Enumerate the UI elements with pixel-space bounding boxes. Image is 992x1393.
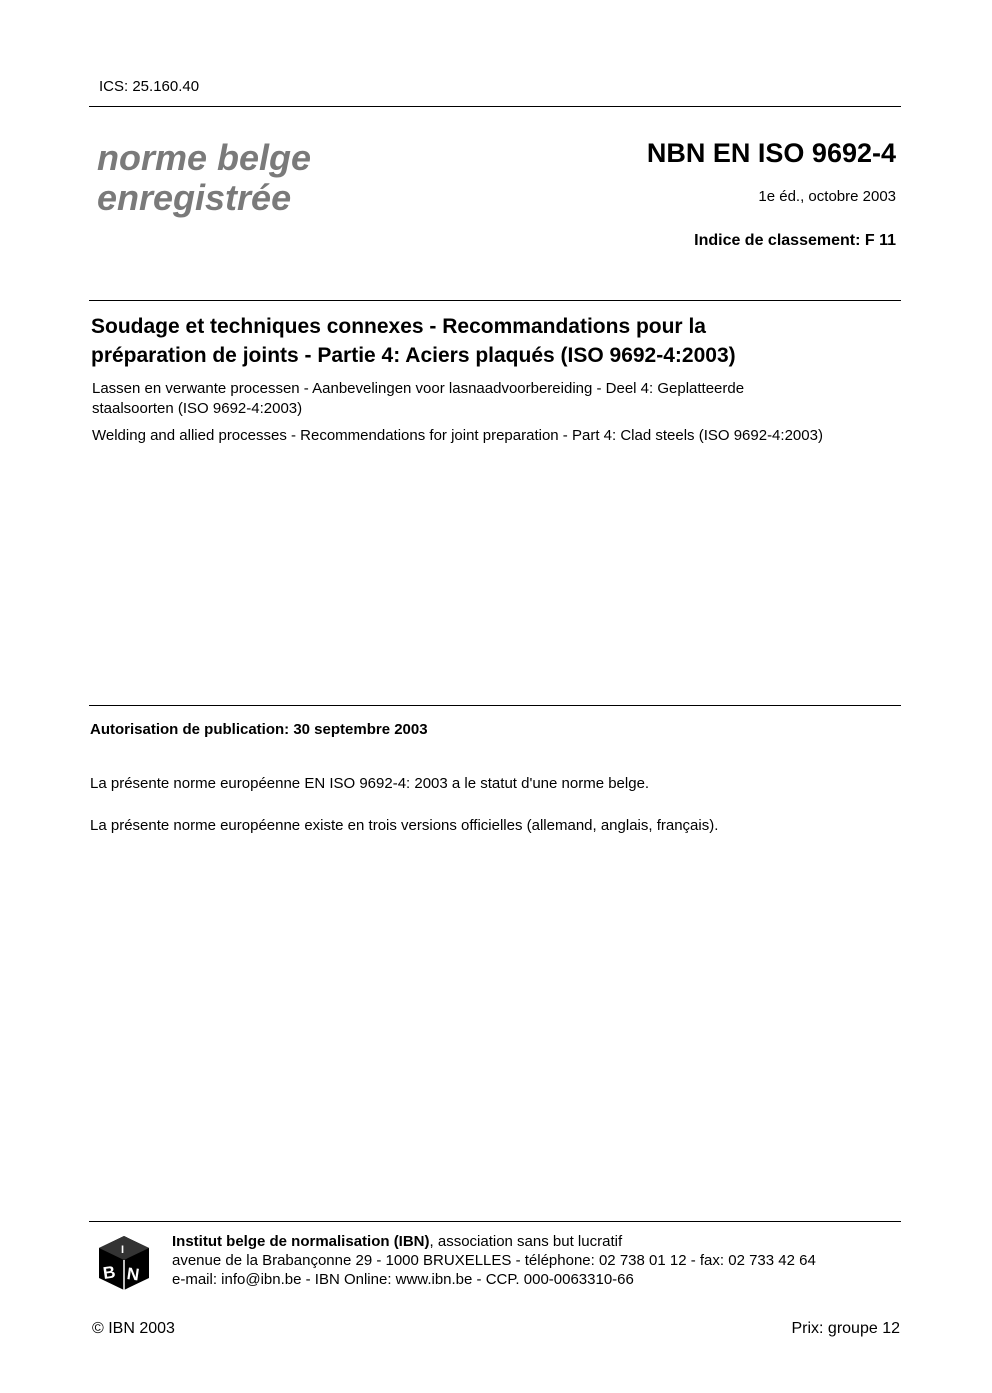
title-french-line-2: préparation de joints - Partie 4: Aciers plaqués (ISO 9692-4:2003) [91,344,736,367]
svg-text:N: N [125,1263,141,1285]
classification-index: Indice de classement: F 11 [694,232,896,249]
title-dutch-line-2: staalsoorten (ISO 9692-4:2003) [92,400,303,417]
edition-date: 1e éd., octobre 2003 [758,188,896,205]
body-divider [89,705,901,706]
title-english: Welding and allied processes - Recommendations for joint preparation - Part 4: Clad steels (ISO 9692-4:2003) [92,427,823,444]
title-dutch [92,379,882,419]
title-dutch-line-1: Lassen en verwante processen - Aanbevelingen voor lasnaadvoorbereiding - Deel 4: Geplatteerde [92,380,745,397]
title-french [91,312,881,370]
price-group: Prix: groupe 12 [791,1320,900,1337]
brand-line-2: enregistrée [97,177,292,218]
header-divider [89,106,901,107]
brand-title [97,138,311,218]
ibn-logo-icon [97,1234,151,1292]
title-french-line-1: Soudage et techniques connexes - Recommandations pour la [91,315,706,338]
footer-divider [89,1221,901,1222]
copyright-notice: © IBN 2003 [92,1320,175,1337]
institute-name: Institut belge de normalisation (IBN) [172,1233,430,1250]
svg-text:I: I [121,1244,125,1256]
institute-type: , association sans but lucratif [429,1233,623,1250]
title-divider [89,300,901,301]
versions-paragraph: La présente norme européenne existe en trois versions officielles (allemand, anglais, français). [90,817,719,834]
institute-name-line [172,1232,816,1251]
ics-code: ICS: 25.160.40 [99,78,200,95]
status-paragraph: La présente norme européenne EN ISO 9692-4: 2003 a le statut d'une norme belge. [90,775,650,792]
publication-authorisation: Autorisation de publication: 30 septembre 2003 [90,721,428,738]
institute-info [172,1232,816,1289]
institute-address: avenue de la Brabançonne 29 - 1000 BRUXELLES - téléphone: 02 738 01 12 - fax: 02 733 42 64 [172,1252,816,1269]
brand-line-1: norme belge [97,137,312,178]
svg-text:B: B [101,1262,117,1284]
standard-number: NBN EN ISO 9692-4 [646,138,896,168]
institute-contact: e-mail: info@ibn.be - IBN Online: www.ibn.be - CCP. 000-0063310-66 [172,1271,634,1288]
